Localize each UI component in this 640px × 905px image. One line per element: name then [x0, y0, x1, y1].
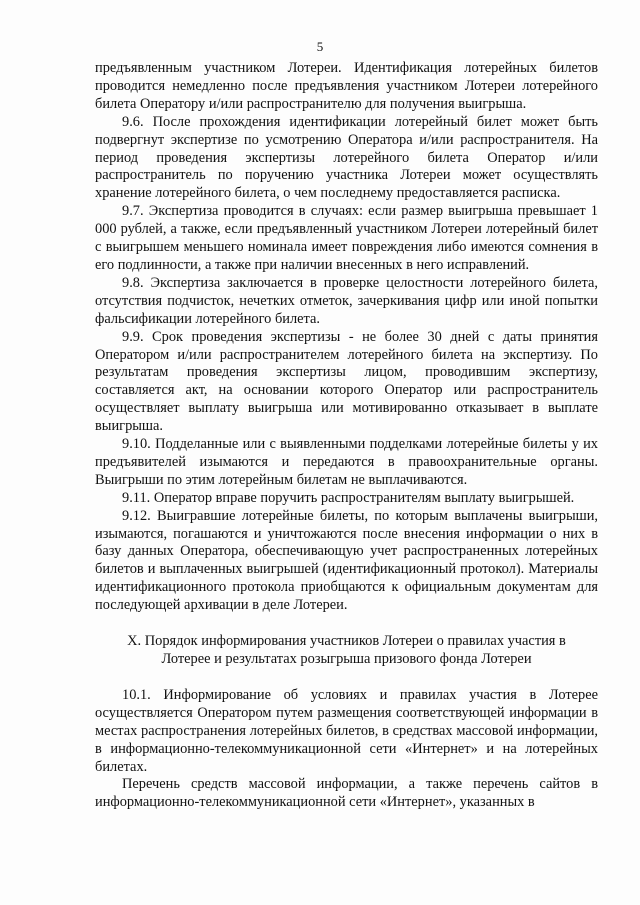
section-heading-line-1: X. Порядок информирования участников Лотереи о правилах участия в [127, 633, 566, 650]
paragraph-10-1: 10.1. Информирование об условиях и правилах участия в Лотерее осуществляется Оператором путем размещения соответствующей информации в местах распространения лотерейных билетов, в средствах массовой информации, в информационно-телекоммуникационной сети «Интернет» и на лотерейных билетах. [95, 686, 598, 775]
paragraph-9-11: 9.11. Оператор вправе поручить распространителям выплату выигрышей. [122, 489, 575, 506]
document-body [95, 60, 598, 812]
section-heading-x [95, 633, 598, 669]
page-number: 5 [316, 39, 324, 54]
paragraph-9-9: 9.9. Срок проведения экспертизы - не более 30 дней с даты принятия Оператором и/или распространителем лотерейного билета на экспертизу. По результатам проведения экспертизы лицом, проводившим экспертизу, составляется акт, на основании которого Оператор или распространитель осуществляет выплату выигрыша или мотивированно отказывает в выплате выигрыша. [95, 328, 598, 435]
paragraph-continuation: предъявленным участником Лотереи. Идентификация лотерейных билетов проводится немедленно после предъявления участником Лотереи лотерейного билета Оператору и/или распространителю для получения выигрыша. [95, 60, 598, 112]
section-heading-line-2: Лотерее и результатах розыгрыша призового фонда Лотереи [161, 651, 532, 667]
paragraph-9-6: 9.6. После прохождения идентификации лотерейный билет может быть подвергнут экспертизе по усмотрению Оператора и/или распространителя. На период проведения экспертизы лотерейного билета Оператор и/или распространитель по поручению участника Лотереи может осуществлять хранение лотерейного билета, о чем последнему предоставляется расписка. [95, 113, 598, 202]
paragraph-9-12: 9.12. Выигравшие лотерейные билеты, по которым выплачены выигрыши, изымаются, погашаются и уничтожаются после внесения информации о них в базу данных Оператора, обеспечивающую учет распространенных лотерейных билетов и выплаченных выигрышей (идентификационный протокол). Материалы идентификационного протокола приобщаются к официальным документам для последующей архивации в деле Лотереи. [95, 507, 598, 614]
paragraph-media-list: Перечень средств массовой информации, а также перечень сайтов в информационно-телекоммуникационной сети «Интернет», указанных в [95, 776, 598, 811]
paragraph-9-7: 9.7. Экспертиза проводится в случаях: если размер выигрыша превышает 1 000 рублей, а также, если предъявленный участником Лотереи лотерейный билет с выигрышем меньшего номинала имеет повреждения либо имеются сомнения в его подлинности, а также при наличии внесенных в него исправлений. [95, 203, 598, 273]
paragraph-9-10: 9.10. Подделанные или с выявленными подделками лотерейные билеты у их предъявителей изымаются и передаются в правоохранительные органы. Выигрыши по этим лотерейным билетам не выплачиваются. [95, 436, 598, 488]
paragraph-9-8: 9.8. Экспертиза заключается в проверке целостности лотерейного билета, отсутствия подчисток, нечетких отметок, зачеркивания цифр или иной попытки фальсификации лотерейного билета. [95, 274, 598, 327]
